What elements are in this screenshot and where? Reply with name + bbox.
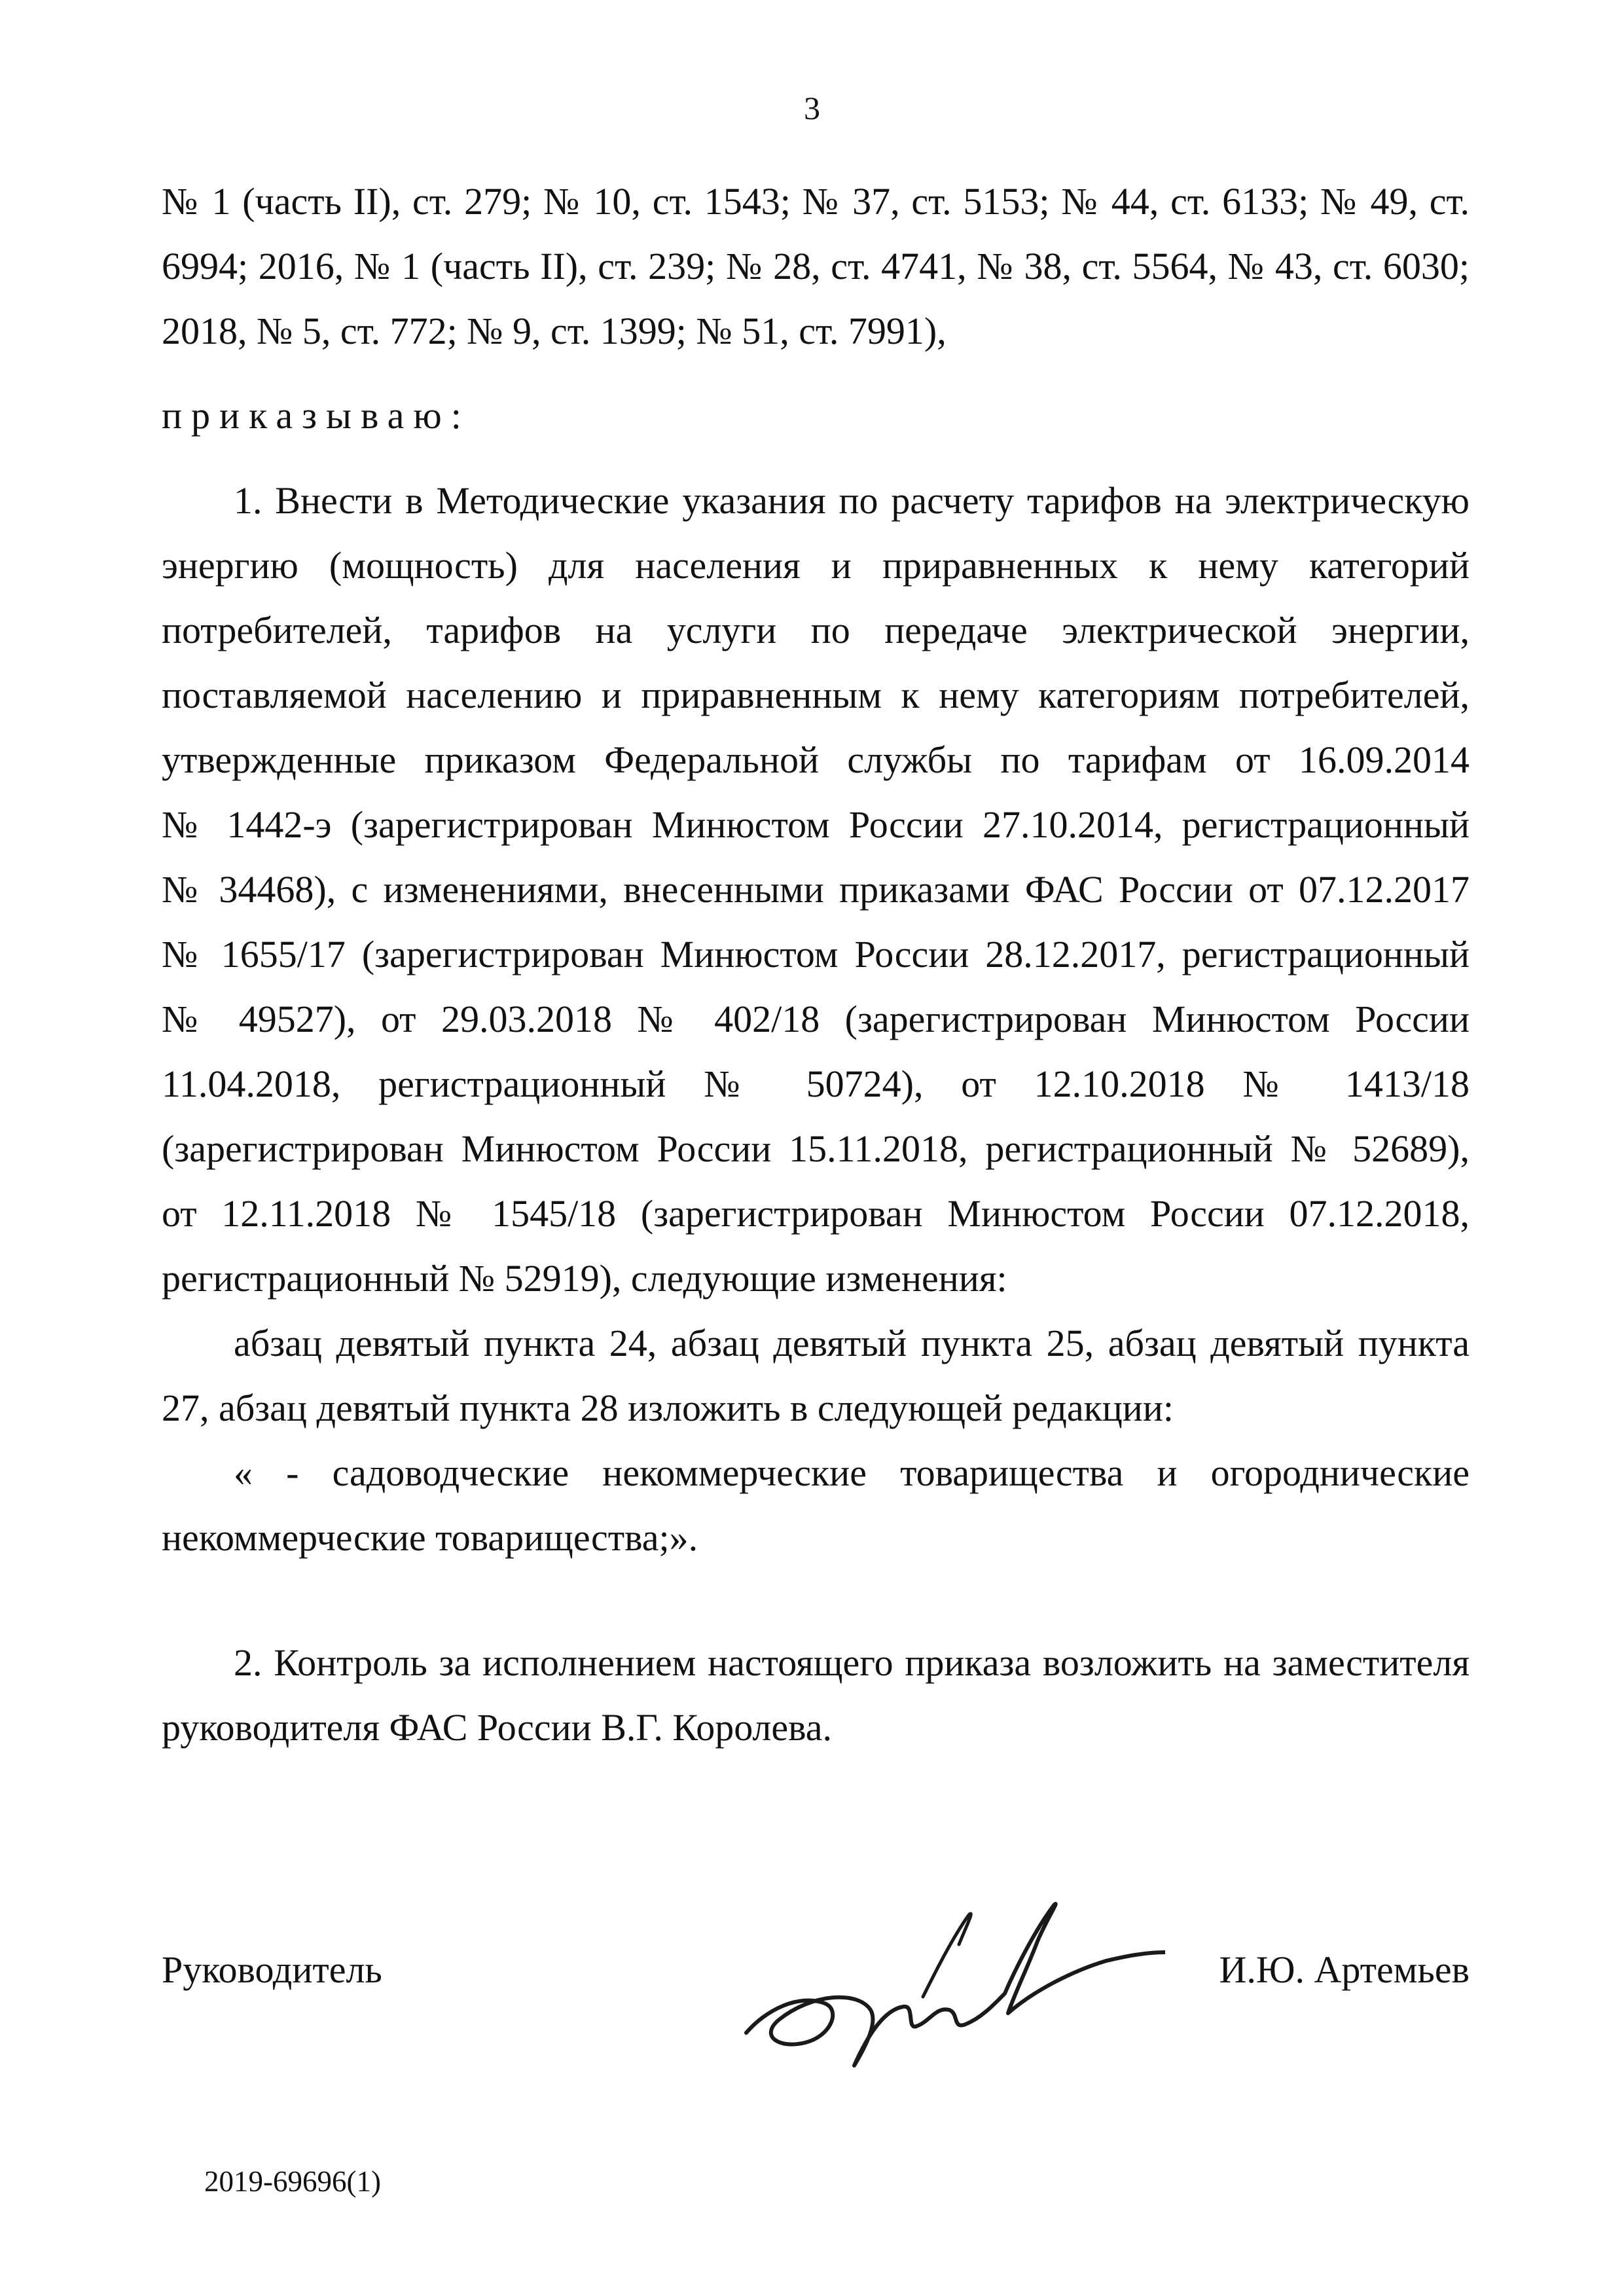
item-1-paragraph: [162, 468, 1470, 1570]
item-1-line: 11.04.2018, регистрационный № 50724), от 12.10.2018 № 1413/18: [162, 1063, 1470, 1105]
item-1-line: регистрационный № 52919), следующие изменения:: [162, 1257, 1007, 1300]
item-1-line: утвержденные приказом Федеральной службы по тарифам от 16.09.2014: [162, 738, 1470, 781]
item-2-line: руководителя ФАС России В.Г. Королева.: [162, 1706, 832, 1749]
order-word-text: приказываю:: [162, 394, 471, 437]
amendment-line: 27, абзац девятый пункта 28 изложить в следующей редакции:: [162, 1387, 1174, 1429]
item-1-line: № 34468), с изменениями, внесенными приказами ФАС России от 07.12.2017: [162, 868, 1470, 911]
page-number: 3: [804, 90, 820, 126]
item-1-line: № 1655/17 (зарегистрирован Минюстом России 28.12.2017, регистрационный: [162, 933, 1470, 975]
quote-line: « - садоводческие некоммерческие товарищества и огороднические: [234, 1451, 1470, 1494]
signatory-name: И.Ю. Артемьев: [1219, 1948, 1470, 1991]
item-1-line: № 1442-э (зарегистрирован Минюстом России 27.10.2014, регистрационный: [162, 803, 1470, 846]
item-1-line: № 49527), от 29.03.2018 № 402/18 (зарегистрирован Минюстом России: [162, 998, 1470, 1040]
handwritten-signature: [707, 1879, 1165, 2075]
item-1-line: 1. Внести в Методические указания по расчету тарифов на электрическую: [234, 479, 1470, 522]
quote-line: некоммерческие товарищества;».: [162, 1516, 698, 1559]
amendment-line: абзац девятый пункта 24, абзац девятый пункта 25, абзац девятый пункта: [234, 1322, 1470, 1364]
item-1-line: поставляемой населению и приравненным к нему категориям потребителей,: [162, 674, 1470, 716]
intro-line: № 1 (часть II), ст. 279; № 10, ст. 1543; № 37, ст. 5153; № 44, ст. 6133; № 49, ст.: [162, 180, 1470, 223]
item-1-line: потребителей, тарифов на услуги по передаче электрической энергии,: [162, 609, 1470, 651]
order-word: [162, 383, 1470, 448]
item-1-line: от 12.11.2018 № 1545/18 (зарегистрирован Минюстом России 07.12.2018,: [162, 1192, 1470, 1235]
item-1-line: энергию (мощность) для населения и приравненных к нему категорий: [162, 544, 1470, 587]
item-1-line: (зарегистрирован Минюстом России 15.11.2018, регистрационный № 52689),: [162, 1127, 1470, 1170]
item-2-line: 2. Контроль за исполнением настоящего приказа возложить на заместителя: [234, 1641, 1470, 1684]
signatory-position: Руководитель: [162, 1948, 382, 1991]
intro-paragraph: [162, 169, 1470, 363]
document-id: 2019-69696(1): [204, 2165, 381, 2198]
intro-line: 6994; 2016, № 1 (часть II), ст. 239; № 28, ст. 4741, № 38, ст. 5564, № 43, ст. 6030;: [162, 245, 1470, 287]
item-2-paragraph: [162, 1630, 1470, 1760]
intro-line: 2018, № 5, ст. 772; № 9, ст. 1399; № 51, ст. 7991),: [162, 310, 947, 352]
